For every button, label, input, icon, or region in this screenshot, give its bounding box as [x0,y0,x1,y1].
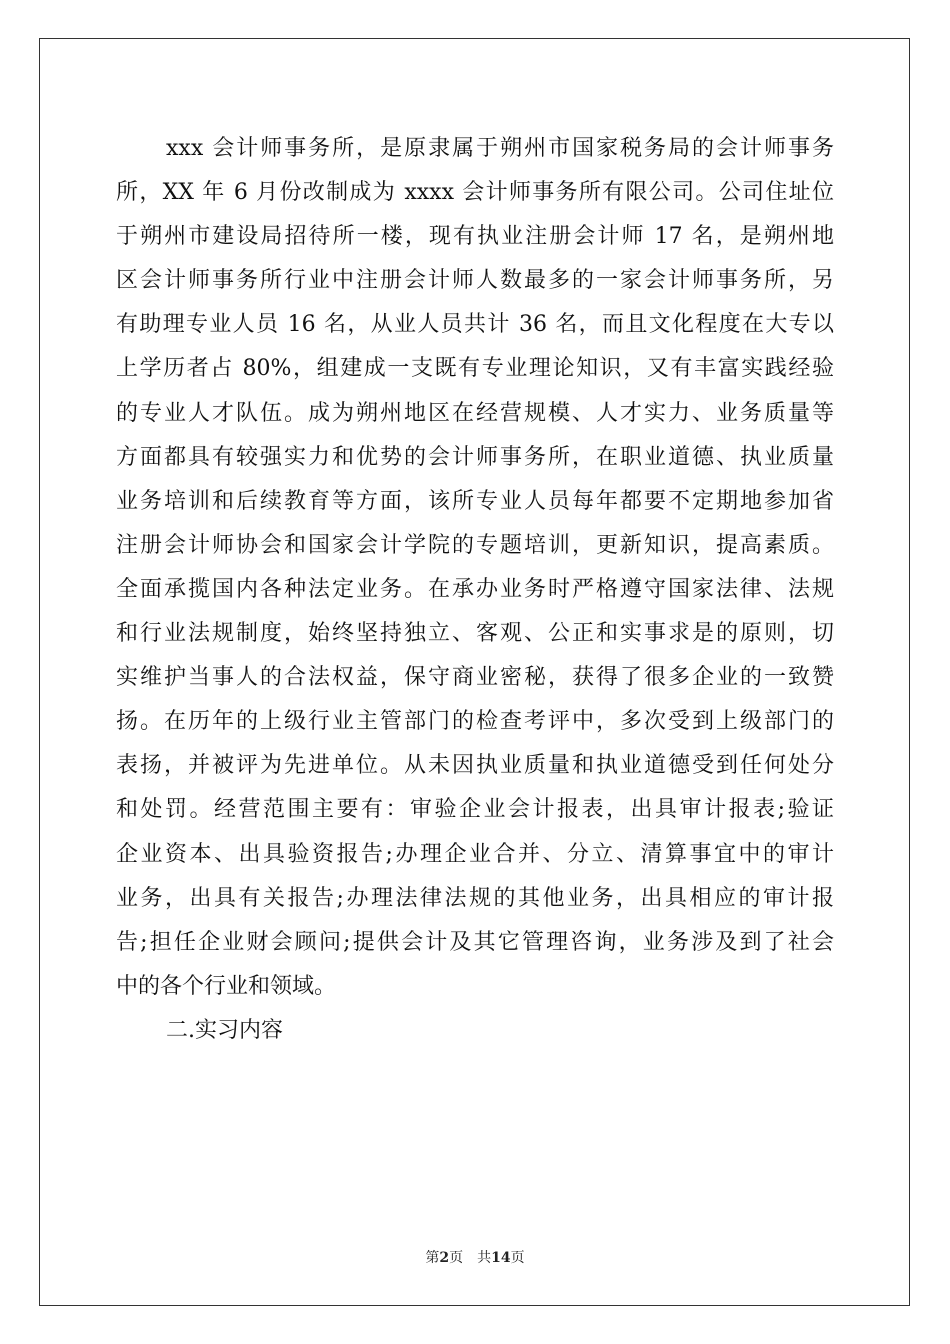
document-body [116,127,834,1053]
text-line: 区会计师事务所行业中注册会计师人数最多的一家会计师事务所，另 [116,268,834,294]
page-footer [0,1247,950,1267]
section-heading: 二.实习内容 [166,1017,283,1043]
text-line: 业务，出具有关报告;办理法律法规的其他业务，出具相应的审计报 [116,885,834,911]
current-page-number: 2 [439,1250,450,1266]
text-line: 所，XX 年 6 月份改制成为 xxxx 会计师事务所有限公司。公司住址位 [116,180,834,206]
text-line: 实维护当事人的合法权益，保守商业密秘，获得了很多企业的一致赞 [116,665,834,691]
total-pages-number: 14 [491,1250,511,1266]
text-line: 方面都具有较强实力和优势的会计师事务所，在职业道德、执业质量 [116,444,834,470]
text-line: 有助理专业人员 16 名，从业人员共计 36 名，而且文化程度在大专以 [116,312,834,338]
text-line: 的专业人才队伍。成为朔州地区在经营规模、人才实力、业务质量等 [116,400,834,426]
text-line: 告;担任企业财会顾问;提供会计及其它管理咨询，业务涉及到了社会 [116,929,834,955]
text-line: 注册会计师协会和国家会计学院的专题培训，更新知识，提高素质。 [116,532,834,558]
text-line: 上学历者占 80%，组建成一支既有专业理论知识，又有丰富实践经验 [116,356,834,382]
text-line: 中的各个行业和领域。 [116,973,337,999]
footer-suffix: 页 [510,1250,525,1266]
text-line: 扬。在历年的上级行业主管部门的检查考评中，多次受到上级部门的 [116,709,834,735]
text-line: xxx 会计师事务所，是原隶属于朔州市国家税务局的会计师事务 [166,136,834,161]
footer-mid: 页 共 [449,1250,492,1266]
text-line: 业务培训和后续教育等方面，该所专业人员每年都要不定期地参加省 [116,488,834,514]
text-line: 企业资本、出具验资报告;办理企业合并、分立、清算事宜中的审计 [116,841,834,867]
text-line: 和处罚。经营范围主要有：审验企业会计报表，出具审计报表;验证 [116,797,834,823]
footer-prefix: 第 [425,1250,440,1266]
text-line: 于朔州市建设局招待所一楼，现有执业注册会计师 17 名，是朔州地 [116,224,834,250]
text-line: 表扬，并被评为先进单位。从未因执业质量和执业道德受到任何处分 [116,753,834,779]
text-line: 和行业法规制度，始终坚持独立、客观、公正和实事求是的原则，切 [116,621,834,647]
text-line: 全面承揽国内各种法定业务。在承办业务时严格遵守国家法律、法规 [116,576,834,602]
